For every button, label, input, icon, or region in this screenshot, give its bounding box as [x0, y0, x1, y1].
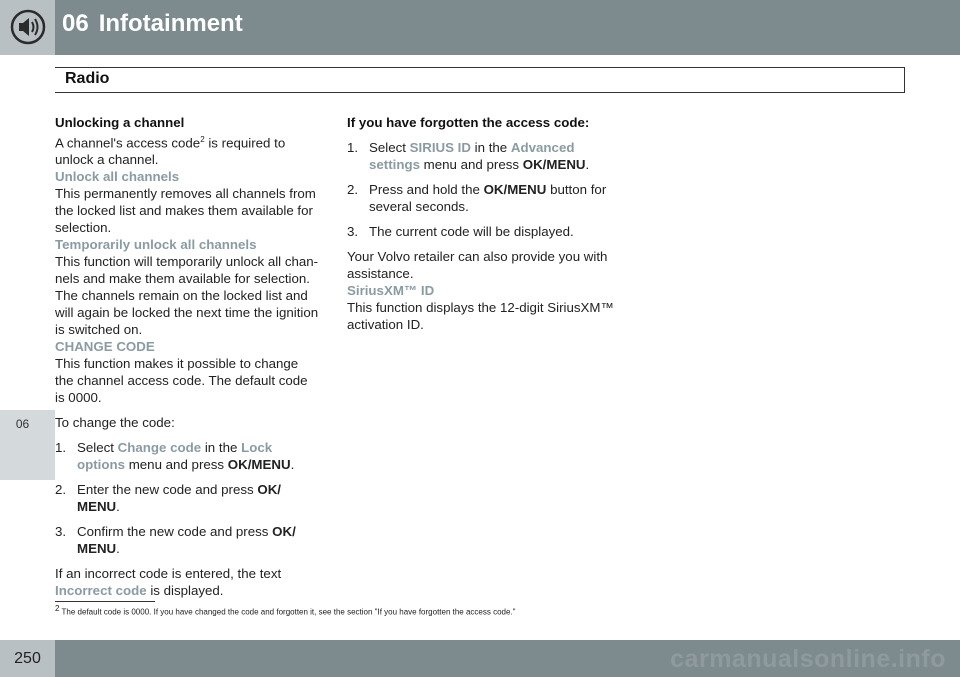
unlocking-title: Unlocking a channel	[55, 115, 185, 130]
to-change-text: To change the code:	[55, 415, 175, 431]
list-item: 3. The current code will be displayed.	[347, 224, 574, 239]
list-item: 1. Select SIRIUS ID in the Advanced settings menu and press OK/MENU.	[347, 140, 590, 172]
siriusxm-heading: SiriusXM™ ID	[347, 283, 435, 298]
retailer-text: Your Volvo retailer can also provide you with assistance.	[347, 249, 608, 281]
footnote: $^2$ The default code is 0000. If you have changed the code and forgotten it, see the section "If you have forgotten the access code."	[55, 604, 516, 617]
siriusxm-text: This function displays the 12-digit SiriusXM™ activation ID.	[347, 300, 614, 332]
side-tab-label: 06	[15, 417, 30, 431]
incorrect-code-text: If an incorrect code is entered, the text Incorrect code is displayed.	[55, 566, 282, 599]
chapter-icon-box	[0, 0, 55, 55]
speaker-icon	[10, 9, 46, 45]
chapter-name: Infotainment	[98, 10, 243, 37]
side-chapter-tab	[0, 410, 55, 480]
footnote-ref: 2	[200, 135, 205, 144]
unlock-all-heading: Unlock all channels	[55, 169, 180, 185]
temp-unlock-heading: Temporarily unlock all channels	[55, 237, 257, 253]
left-column	[55, 114, 320, 599]
temp-unlock-text: This function will temporarily unlock all chan-nels and make them available for selection. The channels remain on the locked list and will again be locked the next time the ignition is switched on.	[55, 254, 319, 338]
section-title: Radio	[65, 70, 110, 87]
watermark: carmanualsonline.info	[670, 645, 946, 673]
unlocking-intro: A channel's access code$^2$ is required to unlock a channel.	[55, 135, 286, 168]
page-number: 250	[14, 650, 41, 667]
chapter-title	[62, 10, 243, 38]
right-column	[347, 114, 617, 333]
section-bar	[55, 67, 905, 93]
list-item: 1. Select Change code in the Lock options menu and press OK/MENU.	[55, 440, 295, 473]
forgotten-code-title: If you have forgotten the access code:	[347, 115, 590, 130]
footnote-divider	[55, 601, 155, 602]
unlock-all-text: This permanently removes all channels from the locked list and makes them available for selection.	[55, 186, 316, 236]
change-code-text: This function makes it possible to change the channel access code. The default code is 0000.	[55, 356, 308, 406]
list-item: 2. Enter the new code and press OK/ MENU.	[55, 482, 281, 515]
list-item: 3. Confirm the new code and press OK/ MENU.	[55, 524, 296, 557]
chapter-number: 06	[62, 10, 89, 37]
change-code-heading: CHANGE CODE	[55, 339, 155, 355]
page-number-box	[0, 640, 55, 677]
list-item: 2. Press and hold the OK/MENU button for several seconds.	[347, 182, 607, 214]
